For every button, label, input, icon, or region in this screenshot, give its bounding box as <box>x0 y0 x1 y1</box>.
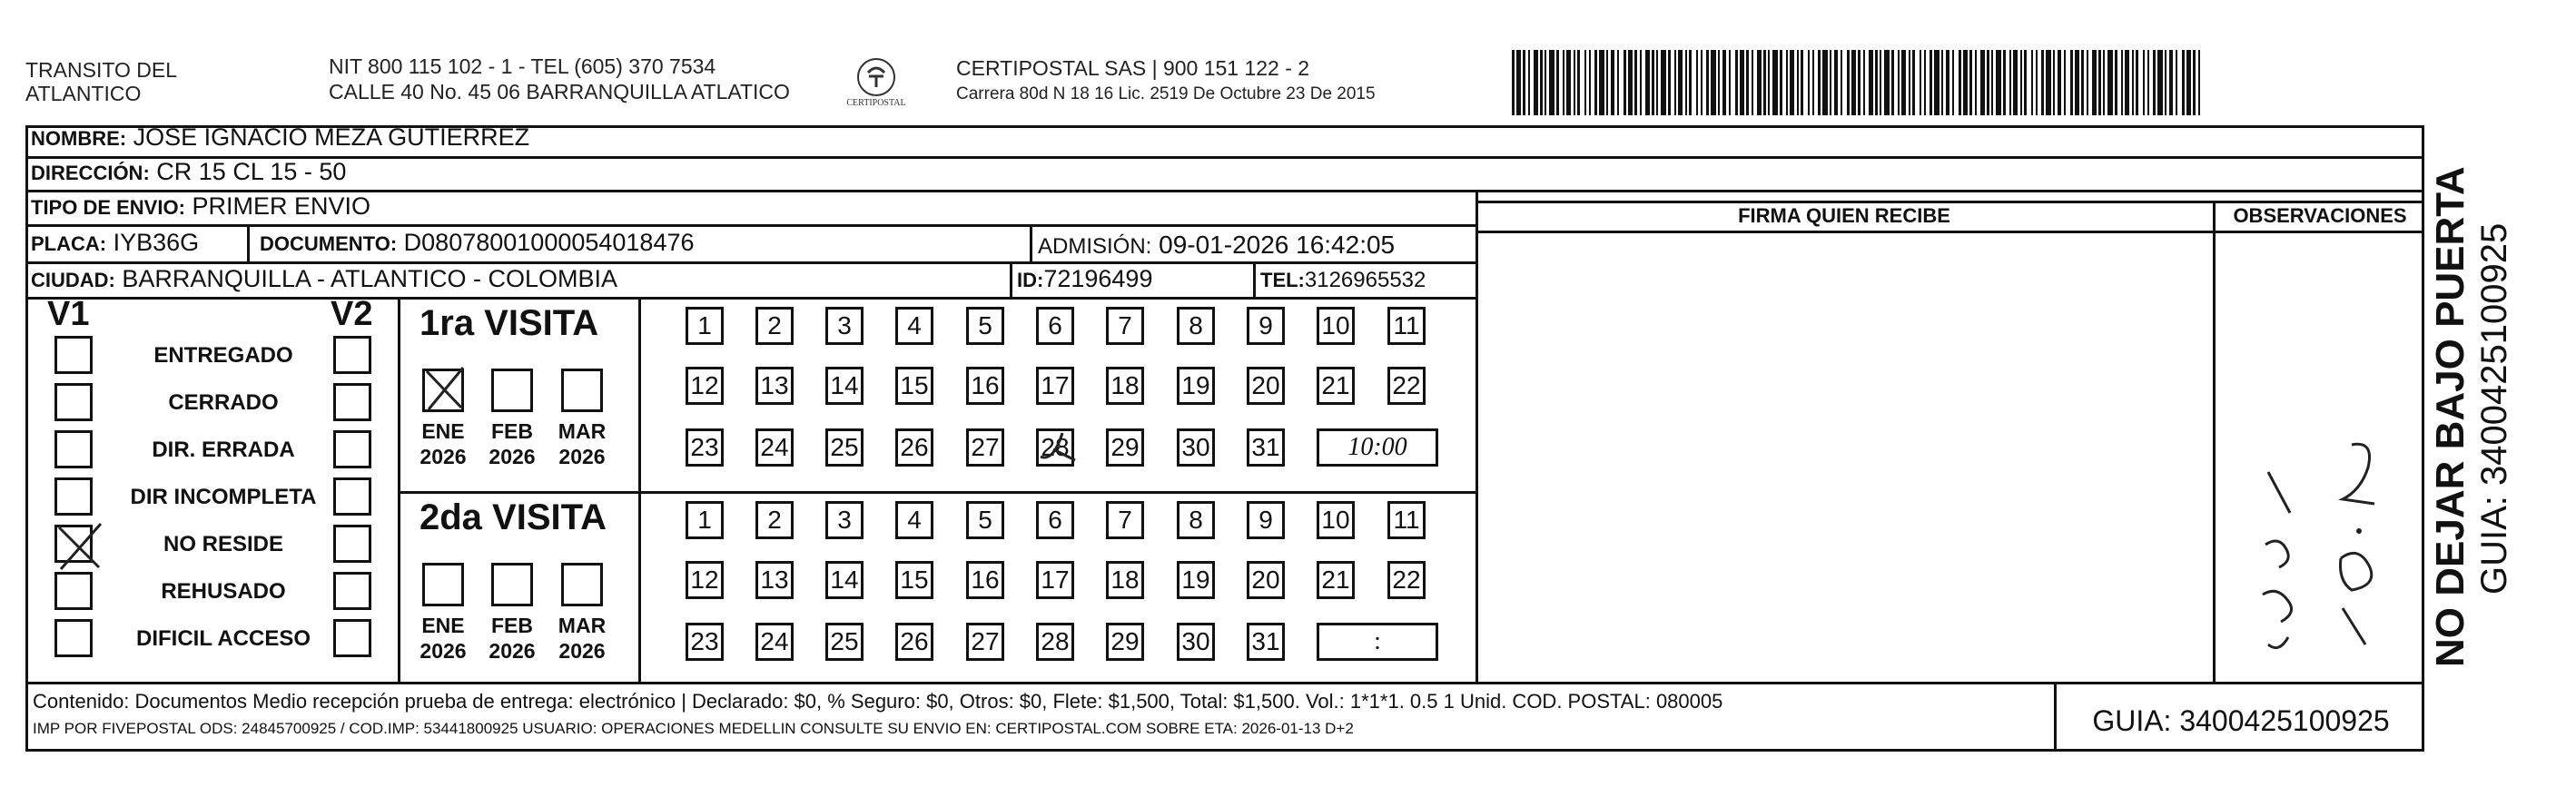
day-box[interactable]: 13 <box>755 367 794 405</box>
day-box[interactable]: 13 <box>755 561 794 599</box>
day-box[interactable]: 14 <box>825 367 864 405</box>
day-box[interactable]: 28 <box>1036 428 1074 467</box>
v2-checkbox-5[interactable] <box>333 525 371 563</box>
month-label: FEB <box>491 419 533 443</box>
day-box[interactable]: 2 <box>755 501 794 539</box>
side-warning: NO DEJAR BAJO PUERTA <box>2428 166 2472 667</box>
visit-divider <box>398 491 1476 494</box>
day-box[interactable]: 12 <box>686 561 724 599</box>
day-box[interactable]: 20 <box>1247 367 1285 405</box>
month-label: ENE <box>421 614 465 637</box>
day-box[interactable]: 27 <box>966 428 1004 467</box>
day-box[interactable]: 10 <box>1317 307 1355 345</box>
check-mark-icon <box>423 366 465 411</box>
footer-imp: IMP POR FIVEPOSTAL ODS: 24845700925 / COD.IMP: 53441800925 USUARIO: OPERACIONES MEDELLIN CONSULTE SU ENVIO EN: CERTIPOSTAL.COM SOBRE ETA: 2026-01-13 D+2 <box>33 720 1354 737</box>
ciudad-label: CIUDAD: <box>31 269 115 291</box>
footer-guia: GUIA: 3400425100925 <box>2092 704 2390 737</box>
day-box[interactable]: 9 <box>1247 307 1285 345</box>
day-box[interactable]: 21 <box>1317 561 1355 599</box>
day-check-mark-icon <box>1035 426 1082 471</box>
status-label: DIR INCOMPLETA <box>130 485 317 509</box>
status-label: DIR. ERRADA <box>152 438 295 462</box>
month-checkbox-ene[interactable] <box>422 563 464 606</box>
v2-checkbox-3[interactable] <box>333 430 371 468</box>
day-box[interactable]: 21 <box>1317 367 1355 405</box>
day-box[interactable]: 20 <box>1247 561 1285 599</box>
id-label: ID: <box>1017 269 1044 291</box>
day-box[interactable]: 7 <box>1106 307 1144 345</box>
day-box[interactable]: 7 <box>1106 501 1144 539</box>
day-box[interactable]: 29 <box>1106 623 1144 661</box>
sender-nit-tel: NIT 800 115 102 - 1 - TEL (605) 370 7534 <box>329 54 716 78</box>
v2-label: V2 <box>331 295 373 333</box>
status-label: NO RESIDE <box>163 532 284 556</box>
day-box[interactable]: 22 <box>1387 367 1426 405</box>
day-box[interactable]: 11 <box>1387 307 1426 345</box>
day-box[interactable]: 26 <box>895 623 933 661</box>
day-box[interactable]: 18 <box>1106 367 1144 405</box>
month-year-label: 2026 <box>419 639 467 663</box>
day-box[interactable]: 4 <box>895 501 933 539</box>
day-box[interactable]: 6 <box>1036 307 1074 345</box>
day-box[interactable]: 5 <box>966 307 1004 345</box>
month-year-label: 2026 <box>419 445 467 468</box>
firma-header: FIRMA QUIEN RECIBE <box>1738 204 1950 227</box>
day-box[interactable]: 11 <box>1387 501 1426 539</box>
row-divider <box>1476 231 2424 233</box>
documento-value: D08078001000054018476 <box>403 229 695 256</box>
day-box[interactable]: 22 <box>1387 561 1426 599</box>
day-box[interactable]: 17 <box>1036 561 1074 599</box>
certipostal-logo-icon <box>855 56 897 98</box>
ciudad-value: BARRANQUILLA - ATLANTICO - COLOMBIA <box>122 265 618 292</box>
month-year-label: 2026 <box>489 639 536 663</box>
tipo-envio-row <box>31 191 370 223</box>
v1-label: V1 <box>47 295 90 333</box>
tel-label: TEL: <box>1260 269 1305 291</box>
month-label: FEB <box>491 614 533 637</box>
courier-name-nit: CERTIPOSTAL SAS | 900 151 122 - 2 <box>956 56 1310 80</box>
col-divider <box>1253 261 1256 297</box>
direccion-label: DIRECCIÓN: <box>31 162 150 184</box>
col-divider <box>1030 224 1032 261</box>
day-box[interactable]: 3 <box>825 501 864 539</box>
v1-checkbox-3[interactable] <box>54 430 93 468</box>
day-box[interactable]: 8 <box>1177 501 1215 539</box>
placa-value: IYB36G <box>113 229 200 256</box>
day-box[interactable]: 23 <box>686 428 724 467</box>
day-box[interactable]: 25 <box>825 428 864 467</box>
day-box[interactable]: 18 <box>1106 561 1144 599</box>
day-box[interactable]: 28 <box>1036 623 1074 661</box>
status-label: DIFICIL ACCESO <box>135 626 311 651</box>
courier-address: Carrera 80d N 18 16 Lic. 2519 De Octubre 23 De 2015 <box>956 84 1376 103</box>
month-checkbox-feb[interactable] <box>491 563 533 606</box>
day-box[interactable]: 25 <box>825 623 864 661</box>
day-box[interactable]: 9 <box>1247 501 1285 539</box>
nombre-row <box>31 122 529 154</box>
tipo-envio-value: PRIMER ENVIO <box>192 192 370 220</box>
id-value: 72196499 <box>1043 265 1153 292</box>
day-box[interactable]: 1 <box>686 501 724 539</box>
day-box[interactable]: 23 <box>686 623 724 661</box>
placa-cell <box>31 227 199 260</box>
barcode-bar <box>2200 50 2204 115</box>
direccion-value: CR 15 CL 15 - 50 <box>156 158 347 185</box>
admision-cell <box>1038 230 1395 262</box>
row-divider <box>25 224 1476 227</box>
day-box[interactable]: 15 <box>895 561 933 599</box>
v1-checkbox-6[interactable] <box>54 572 93 610</box>
month-checkbox-feb[interactable] <box>491 369 533 412</box>
day-box[interactable]: 19 <box>1177 367 1215 405</box>
admision-label: ADMISIÓN: <box>1038 234 1152 259</box>
day-box[interactable]: 12 <box>686 367 724 405</box>
direccion-row <box>31 156 346 189</box>
month-year-label: 2026 <box>558 639 606 663</box>
visit-title: 1ra VISITA <box>419 303 599 343</box>
barcode <box>1512 50 2204 115</box>
month-label: ENE <box>421 419 465 443</box>
day-box[interactable]: 30 <box>1177 623 1215 661</box>
col-divider <box>247 224 250 261</box>
row-divider <box>25 190 2424 192</box>
day-box[interactable]: 19 <box>1177 561 1215 599</box>
month-checkbox-mar[interactable] <box>561 369 603 412</box>
sender-name: TRANSITO DEL ATLANTICO <box>25 58 177 105</box>
time-box[interactable]: 10:00 <box>1317 428 1438 467</box>
check-mark-icon <box>55 522 103 571</box>
v1-checkbox-7[interactable] <box>54 619 93 657</box>
day-box[interactable]: 31 <box>1247 623 1285 661</box>
day-box[interactable]: 16 <box>966 367 1004 405</box>
nombre-value: JOSE IGNACIO MEZA GUTIERREZ <box>133 123 530 151</box>
id-cell <box>1017 263 1152 296</box>
footer-contenido: Contenido: Documentos Medio recepción prueba de entrega: electrónico | Declarado: $0, % Seguro: $0, Otros: $0, Flete: $1,500, Total: $1,500. Vol.: 1*1*1. 0.5 1 Unid. COD. POSTAL: 080005 <box>33 690 1723 713</box>
day-box[interactable]: 2 <box>755 307 794 345</box>
day-box[interactable]: 17 <box>1036 367 1074 405</box>
day-box[interactable]: 15 <box>895 367 933 405</box>
v2-checkbox-2[interactable] <box>333 383 371 421</box>
day-box[interactable]: 29 <box>1106 428 1144 467</box>
month-label: MAR <box>558 614 607 637</box>
observaciones-handwriting <box>2216 399 2424 672</box>
nombre-label: NOMBRE: <box>31 127 127 150</box>
col-divider <box>398 297 400 682</box>
month-checkbox-ene[interactable] <box>422 369 464 412</box>
v2-checkbox-6[interactable] <box>333 572 371 610</box>
status-label: REHUSADO <box>161 579 286 604</box>
day-box[interactable]: 10 <box>1317 501 1355 539</box>
v2-checkbox-1[interactable] <box>333 336 371 374</box>
day-box[interactable]: 14 <box>825 561 864 599</box>
day-box[interactable]: 6 <box>1036 501 1074 539</box>
placa-label: PLACA: <box>31 232 107 255</box>
ciudad-cell <box>31 263 617 296</box>
v1-checkbox-4[interactable] <box>54 477 93 516</box>
footer-divider <box>25 682 2424 684</box>
logo-caption: CERTIPOSTAL <box>846 98 906 108</box>
day-box[interactable]: 24 <box>755 428 794 467</box>
v1-checkbox-2[interactable] <box>54 383 93 421</box>
day-box[interactable]: 4 <box>895 307 933 345</box>
status-label: ENTREGADO <box>153 343 293 368</box>
col-divider <box>2054 682 2057 752</box>
day-box[interactable]: 27 <box>966 623 1004 661</box>
row-divider <box>25 156 2424 159</box>
documento-cell <box>260 227 695 260</box>
v1-checkbox-1[interactable] <box>54 336 93 374</box>
v2-checkbox-7[interactable] <box>333 619 371 657</box>
status-label: CERRADO <box>168 390 279 415</box>
day-box[interactable]: 16 <box>966 561 1004 599</box>
day-box[interactable]: 24 <box>755 623 794 661</box>
day-box[interactable]: 5 <box>966 501 1004 539</box>
tipo-envio-label: TIPO DE ENVIO: <box>31 196 185 219</box>
day-box[interactable]: 3 <box>825 307 864 345</box>
row-divider <box>25 297 1476 300</box>
time-box[interactable]: : <box>1317 623 1438 661</box>
col-divider <box>1476 190 1478 682</box>
tel-value: 3126965532 <box>1304 268 1426 292</box>
tel-cell <box>1260 265 1426 296</box>
month-checkbox-mar[interactable] <box>561 563 603 606</box>
side-guia: GUIA: 3400425100925 <box>2474 222 2514 595</box>
col-divider <box>638 297 641 682</box>
day-box[interactable]: 30 <box>1177 428 1215 467</box>
day-box[interactable]: 31 <box>1247 428 1285 467</box>
month-year-label: 2026 <box>489 445 536 468</box>
col-divider <box>1010 261 1012 297</box>
day-box[interactable]: 8 <box>1177 307 1215 345</box>
sender-address: CALLE 40 No. 45 06 BARRANQUILLA ATLATICO <box>329 80 790 103</box>
observaciones-header: OBSERVACIONES <box>2233 204 2407 227</box>
month-label: MAR <box>558 419 607 443</box>
admision-value: 09-01-2026 16:42:05 <box>1159 231 1396 259</box>
v1-checkbox-5[interactable] <box>54 525 93 563</box>
visit-title: 2da VISITA <box>419 497 607 537</box>
documento-label: DOCUMENTO: <box>260 232 398 255</box>
day-box[interactable]: 1 <box>686 307 724 345</box>
day-box[interactable]: 26 <box>895 428 933 467</box>
month-year-label: 2026 <box>558 445 606 468</box>
v2-checkbox-4[interactable] <box>333 477 371 516</box>
